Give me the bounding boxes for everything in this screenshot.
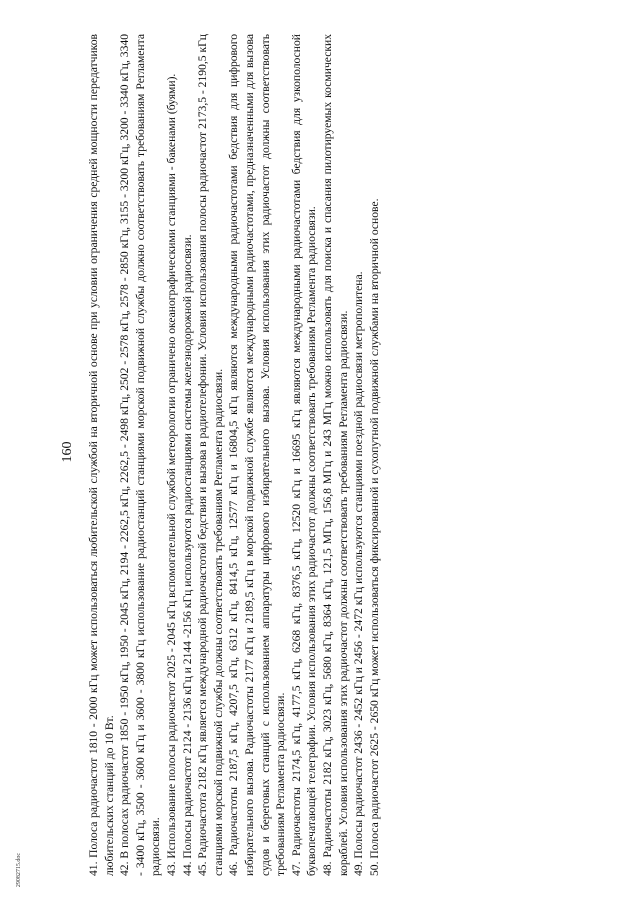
paragraph-42: 42. В полосах радиочастот 1850 - 1950 кГц, 1950 - 2045 кГц, 2194 - 2262,5 кГц, 2262,5 - 2498 кГц, 2502 - 2578 кГц, 2578 - 2850 кГц, 3155 - 3200 кГц, 3200 - 3340 кГц, 3340 - 3400 кГц, 3500 - 3600 кГц и 3600 - 3800 кГц использование радиостанций станциями морской подвижной службы должно соответствовать требованиям Регламента радиосвязи. <box>118 34 163 876</box>
footer-file-code <box>14 840 24 900</box>
rotated-content <box>60 12 580 892</box>
body-text <box>86 34 382 876</box>
paragraph-45: 45. Радиочастота 2182 кГц является международной радиочастотой бедствия и вызова в радиотелефонии. Условия использования полосы радиочастот 2173,5 - 2190,5 кГц станциями морской подвижной службы должны соответствовать требованиям Регламента радиосвязи. <box>196 34 225 876</box>
paragraph-48: 48. Радиочастоты 2182 кГц, 3023 кГц, 5680 кГц, 8364 кГц, 121,5 МГц, 156,8 МГц и 243 МГц можно использовать для поиска и спасания пилотируемых космических кораблей. Условия использования этих радиочастот должны соответствовать требованиям Регламента радиосвязи. <box>320 34 350 876</box>
paragraph-47: 47. Радиочастоты 2174,5 кГц, 4177,5 кГц, 6268 кГц, 8376,5 кГц, 12520 кГц и 16695 кГц являются международными радиочастотами бедствия для узкополосной буквопечатающей телеграфии. Условия использования этих радиочастот должны соответствовать требованиям Регламента радиосвязи. <box>289 34 319 876</box>
paragraph-41: 41. Полоса радиочастот 1810 - 2000 кГц может использоваться любительской службой на вторичной основе при условии ограничения средней мощности передатчиков любительских станций до 10 Вт. <box>87 34 116 876</box>
paragraph-44: 44. Полосы радиочастот 2124 - 2136 кГц и 2144 -2156 кГц используются радиостанциями системы железнодорожной радиосвязи. <box>180 234 194 876</box>
paragraph-49: 49. Полосы радиочастот 2436 - 2452 кГц и 2456 - 2472 кГц используются станциями поездной радиосвязи метрополитена. <box>352 271 366 876</box>
paragraph-50: 50. Полоса радиочастот 2625 - 2650 кГц может использоваться фиксированной и сухопутной подвижной службами на вторичной основе. <box>367 198 381 876</box>
footer-file-code-text: 29082715.doc <box>16 852 22 888</box>
paragraph-46: 46. Радиочастоты 2187,5 кГц, 4207,5 кГц, 6312 кГц, 8414,5 кГц, 12577 кГц и 16804,5 кГц являются международными радиочастотами бедствия для цифрового избирательного вызова. Радиочастоты 2177 кГц и 2189,5 кГц в морской подвижной службе являются международными радиочастотами, предназначенными для вызова судов и береговых станций с использованием аппаратуры цифрового избирательного вызова. Условия использования этих радиочастот должны соответствовать требованиям Регламента радиосвязи. <box>227 34 288 876</box>
page-number: 160 <box>60 441 75 463</box>
paragraph-43: 43. Использование полосы радиочастот 2025 - 2045 кГц вспомогательной службой метеорологии ограничено океанографическими станциями - бакенами (буями). <box>164 73 178 876</box>
